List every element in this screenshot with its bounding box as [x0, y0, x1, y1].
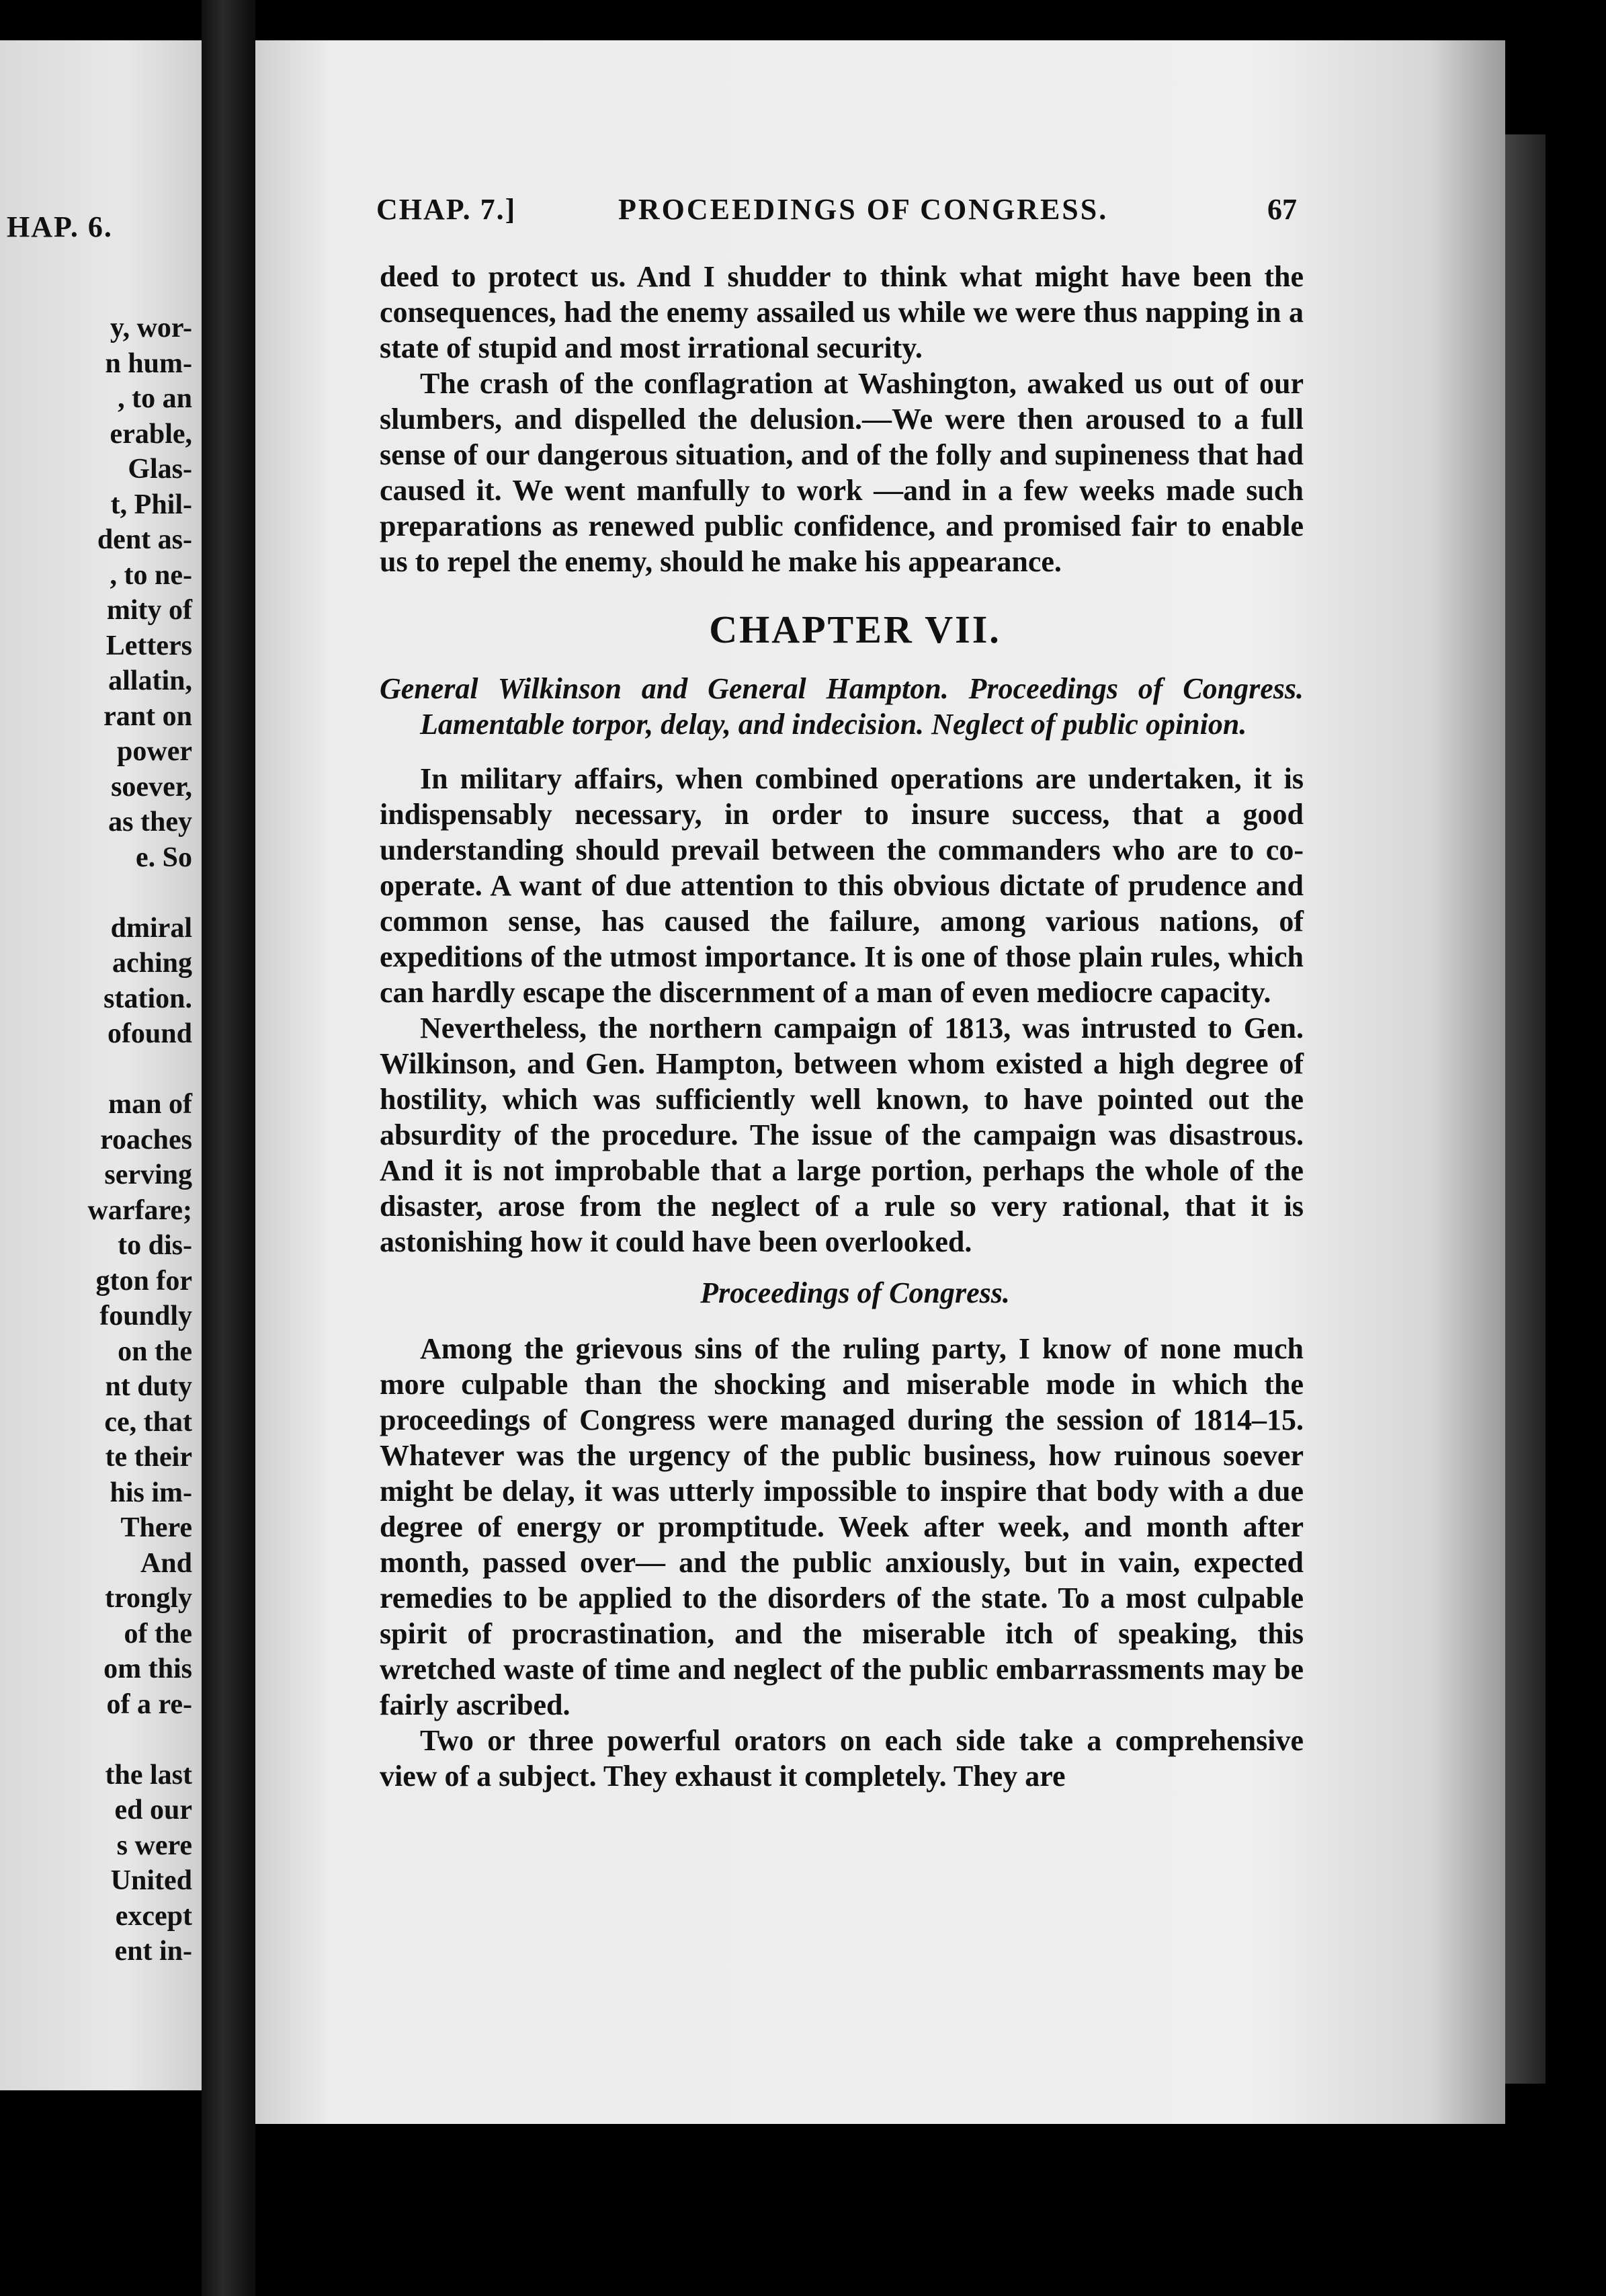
facing-page-line: nt duty: [105, 1371, 192, 1402]
facing-page-line: dmiral: [110, 912, 192, 944]
running-head-chapter: CHAP. 7.]: [376, 193, 517, 226]
facing-page-line: ed our: [114, 1795, 192, 1826]
page-body: [380, 259, 1304, 1794]
facing-page-line: foundly: [99, 1301, 192, 1331]
facing-page-line: aching: [112, 948, 192, 979]
chapter-heading: CHAPTER VII.: [709, 608, 1001, 651]
facing-page-line: te their: [105, 1442, 192, 1473]
facing-page-line: ce, that: [104, 1406, 192, 1438]
facing-page-line: Letters: [105, 630, 192, 661]
facing-page-line: dent as-: [97, 524, 192, 555]
book-gutter: [202, 0, 255, 2296]
facing-page-line: United: [110, 1865, 192, 1896]
facing-page-fragment: [0, 40, 202, 2090]
facing-page-line: rant on: [103, 700, 192, 732]
page-edge-shadow: [1505, 134, 1546, 2084]
paragraph: The crash of the conflagration at Washington, awaked us out of our slumbers, and dispelled the delusion.—We were then aroused to a full sense of our dangerous situation, and of the folly and supineness that had caused it. We went manfully to work —and in a few weeks made such preparations as renewed public confidence, and promised fair to enable us to repel the enemy, should he make his appearance.: [380, 367, 1304, 578]
paragraph: Two or three powerful orators on each side take a comprehensive view of a subject. They exhaust it completely. They are: [380, 1724, 1304, 1793]
facing-page-line: , to ne-: [110, 559, 192, 591]
facing-page-line: And: [140, 1547, 192, 1579]
facing-page-line: warfare;: [87, 1194, 192, 1226]
facing-page-line: allatin,: [108, 665, 192, 696]
facing-page-line: [0, 1052, 192, 1088]
facing-page-line: soever,: [111, 771, 192, 803]
facing-page-line: serving: [104, 1159, 192, 1190]
paragraph: In military affairs, when combined operations are undertaken, it is indispensably necessary, in order to insure success, that a good understanding should prevail between the commanders who are to co-operate. A want of due attention to this obvious dictate of prudence and common sense, has caused the failure, among various nations, of expeditions of the utmost importance. It is one of those plain rules, which can hardly escape the discernment of a man of even mediocre capacity.: [380, 762, 1304, 1009]
facing-page-line: om this: [103, 1653, 192, 1684]
facing-page-line: on the: [118, 1336, 192, 1367]
facing-page-line: trongly: [105, 1583, 192, 1614]
facing-page-line: [0, 1722, 192, 1758]
facing-page-line: power: [117, 736, 192, 767]
facing-page-line: of a re-: [106, 1688, 192, 1720]
facing-page-line: the last: [105, 1759, 192, 1791]
facing-page-line: Glas-: [128, 454, 192, 485]
facing-page-line: erable,: [110, 418, 192, 450]
facing-page-line: to dis-: [118, 1230, 192, 1261]
facing-page-line: mity of: [106, 595, 192, 626]
facing-page-line: ent in-: [114, 1936, 192, 1967]
facing-page-running-head: HAP. 6.: [7, 210, 113, 243]
facing-page-line: roaches: [100, 1124, 192, 1155]
facing-page-line: n hum-: [105, 347, 192, 379]
facing-page-line: , to an: [118, 383, 192, 414]
facing-page-line: y, wor-: [110, 313, 192, 343]
facing-page-line: ofound: [107, 1018, 192, 1049]
facing-page-line: except: [115, 1900, 192, 1932]
page-number: 67: [1267, 193, 1297, 226]
facing-page-line: [0, 875, 192, 911]
facing-page-line: as they: [108, 807, 192, 837]
paragraph: Nevertheless, the northern campaign of 1813, was intrusted to Gen. Wilkinson, and Gen. Hampton, between whom existed a high degree of hostility, which was sufficiently well known, to have pointed out the absurdity of the procedure. The issue of the campaign was disastrous. And it is not improbable that a large portion, perhaps the whole of the disaster, arose from the neglect of a rule so very rational, that it is astonishing how it could have been overlooked.: [380, 1012, 1304, 1258]
facing-page-line: station.: [103, 983, 192, 1014]
facing-page-line: There: [120, 1512, 192, 1543]
facing-page-line: his im-: [110, 1477, 192, 1508]
facing-page-text: [0, 311, 192, 1969]
facing-page-line: t, Phil-: [110, 489, 192, 520]
facing-page-line: man of: [108, 1089, 192, 1120]
paragraph: deed to protect us. And I shudder to think what might have been the consequences, had the enemy assailed us while we were thus napping in a state of stupid and most irrational security.: [380, 260, 1304, 364]
running-head: [376, 192, 1304, 233]
section-subheading: Proceedings of Congress.: [700, 1276, 1010, 1309]
facing-page-line: gton for: [95, 1265, 192, 1297]
facing-page-line: s were: [116, 1830, 192, 1861]
paragraph: Among the grievous sins of the ruling party, I know of none much more culpable than the shocking and miserable mode in which the proceedings of Congress were managed during the session of 1814–15. Whatever was the urgency of the public business, how ruinous soever might be delay, it was utterly impossible to inspire that body with a due degree of energy or promptitude. Week after week, and month after month, passed over— and the public anxiously, but in vain, expected remedies to be applied to the disorders of the state. To a most culpable spirit of procrastination, and the miserable itch of speaking, this wretched waste of time and neglect of the public embarrassments may be fairly ascribed.: [380, 1332, 1304, 1721]
facing-page-line: e. So: [136, 842, 192, 873]
chapter-summary: General Wilkinson and General Hampton. Proceedings of Congress. Lamentable torpor, delay, and indecision. Neglect of public opinion.: [380, 672, 1304, 741]
running-head-title: PROCEEDINGS OF CONGRESS.: [618, 193, 1109, 226]
facing-page-line: of the: [124, 1618, 192, 1649]
